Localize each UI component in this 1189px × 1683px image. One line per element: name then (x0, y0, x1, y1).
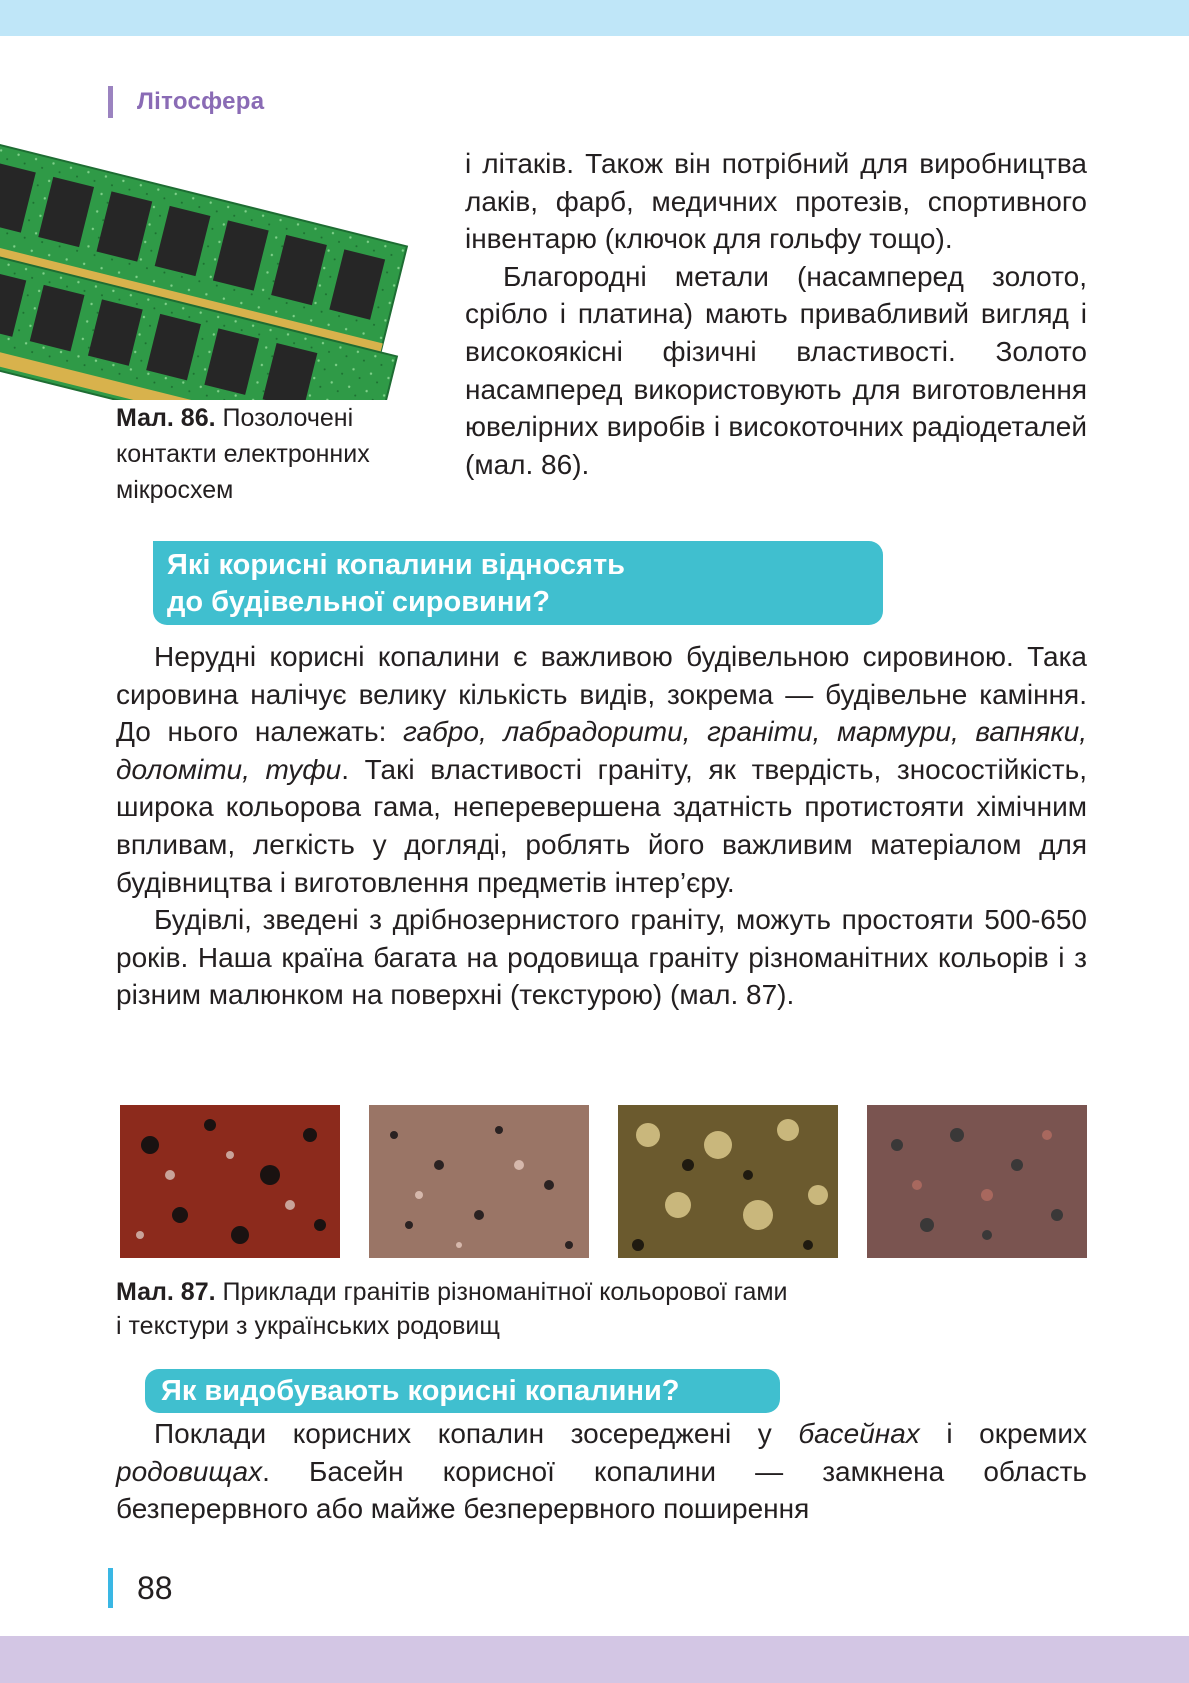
paragraph-text: Нерудні корисні копалини є важливою будівельною сировиною. Така сировина налічує велику кількість видів, зокрема — будівельне каміння. До нього належать: (116, 641, 1087, 748)
granite-samples-photo (120, 1105, 1087, 1258)
paragraph: Благородні метали (насамперед золото, срібло і платина) мають привабливий вигляд і високоякісні фізичні властивості. Золото насамперед використовують для виготовлення ювелірних виробів і високоточних радіодеталей (мал. 86). (465, 260, 1087, 480)
mining-text (116, 1415, 1087, 1528)
section-heading-building-materials (153, 541, 883, 625)
figure-87-caption-text: Приклади гранітів різноманітної кольорової гами (215, 1278, 788, 1306)
granite-sample-olive (618, 1105, 838, 1258)
figure-87-caption (116, 1275, 1016, 1343)
building-materials-text (116, 638, 1087, 1014)
running-head-title: Літосфера (137, 88, 265, 115)
top-color-band (0, 0, 1189, 36)
paragraph-text: і окремих (919, 1418, 1087, 1449)
section-heading-mining: Як видобувають корисні копалини? (145, 1369, 780, 1413)
page-number-value: 88 (137, 1569, 173, 1606)
section-heading-line: Які корисні копалини відносять (167, 549, 625, 581)
paragraph: Будівлі, зведені з дрібнозернистого граніту, можуть простояти 500-650 років. Наша країна багата на родовища граніту різноманітних кольорів і з різним малюнком на поверхні (текстурою) (мал. 87). (116, 904, 1087, 1011)
figure-86-caption (116, 400, 431, 508)
page-number (108, 1568, 173, 1608)
right-column-text (465, 145, 1087, 483)
term-deposits: родовищах (116, 1455, 263, 1487)
paragraph (116, 638, 1087, 901)
granite-sample-pink (369, 1105, 589, 1258)
ram-modules-photo (0, 100, 430, 400)
page-number-bar (108, 1568, 113, 1608)
bottom-color-band (0, 1636, 1189, 1683)
section-heading-line: до будівельної сировини? (167, 586, 550, 618)
figure-87-caption-text: і текстури з українських родовищ (116, 1312, 500, 1340)
paragraph-text: . Такі властивості граніту, як твердість, зносостійкість, широка кольорова гама, неперевершена здатність протистояти хімічним впливам, легкість у догляді, роблять його важливим матеріалом для будівництва і виготовлення предметів інтер’єру. (116, 753, 1087, 898)
granite-sample-red (120, 1105, 340, 1258)
figure-86-caption-text: Позолочені контакти електронних мікросхем (116, 404, 370, 504)
paragraph-text: Поклади корисних копалин зосереджені у (154, 1418, 799, 1449)
paragraph (116, 1415, 1087, 1528)
paragraph: і літаків. Також він потрібний для виробництва лаків, фарб, медичних протезів, спортивного інвентарю (ключок для гольфу тощо). (465, 148, 1087, 255)
paragraph-text: . Басейн корисної копалини — замкнена область безперервного або майже безперервного поширення (116, 1455, 1087, 1525)
term-basins: басейнах (798, 1418, 920, 1449)
figure-87-label: Мал. 87. (116, 1278, 216, 1306)
rock-list: габро, лабрадорити, граніти, мармури, вапняки, доломіти, туфи (116, 716, 1087, 785)
figure-86-label: Мал. 86. (116, 404, 216, 432)
granite-sample-grey-red (867, 1105, 1087, 1258)
